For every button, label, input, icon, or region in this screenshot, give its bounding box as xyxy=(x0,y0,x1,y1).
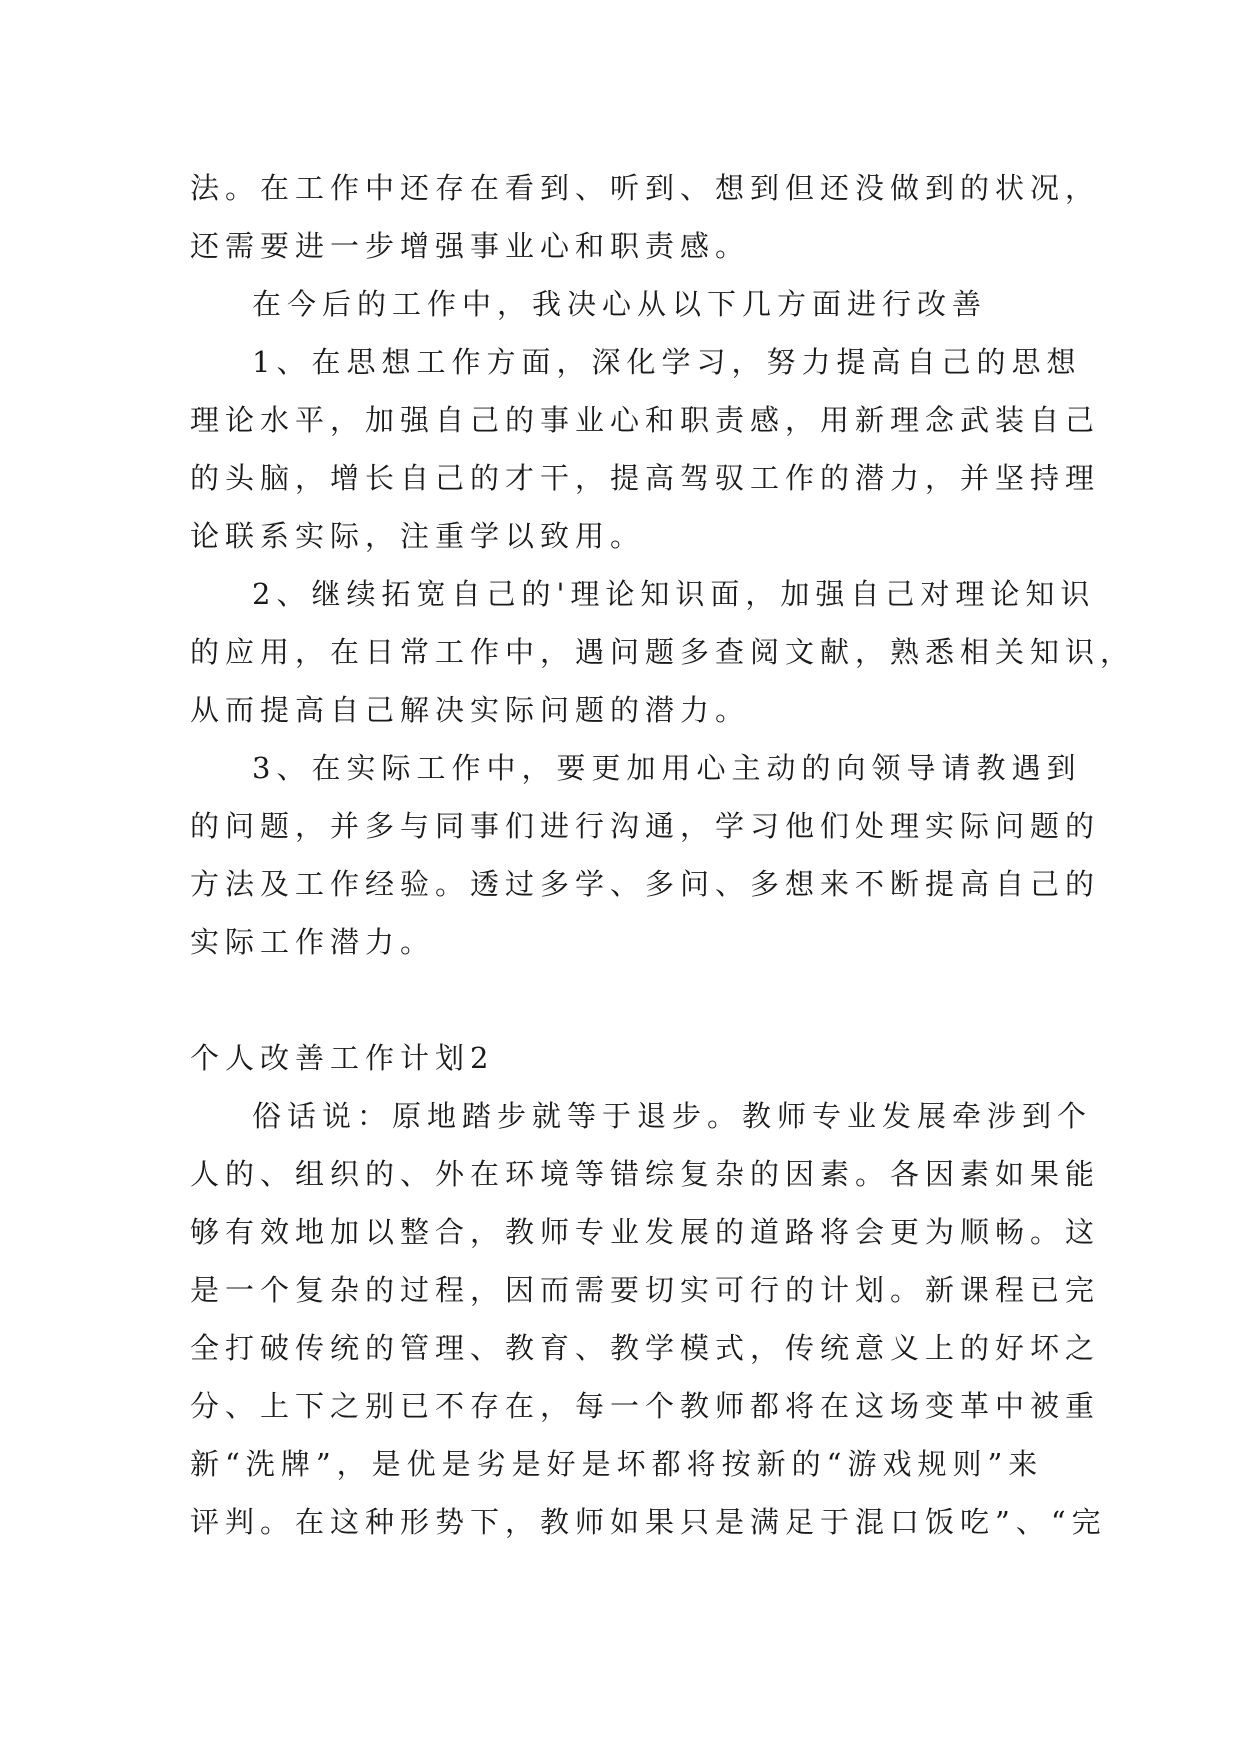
text-line: 理论水平，加强自己的事业心和职责感，用新理念武装自己 xyxy=(190,403,1101,437)
text-line: 实际工作潜力。 xyxy=(190,925,436,959)
section-heading: 个人改善工作计划2 xyxy=(190,1041,495,1075)
text-line: 还需要进一步增强事业心和职责感。 xyxy=(190,229,751,263)
text-line: 全打破传统的管理、教育、教学模式，传统意义上的好坏之 xyxy=(190,1331,1101,1365)
text-line: 论联系实际，注重学以致用。 xyxy=(190,519,646,553)
text-line: 的应用，在日常工作中，遇问题多查阅文献，熟悉相关知识， xyxy=(190,635,1136,669)
text-line: 分、上下之别已不存在，每一个教师都将在这场变革中被重 xyxy=(190,1389,1101,1423)
text-line: 方法及工作经验。透过多学、多问、多想来不断提高自己的 xyxy=(190,867,1101,901)
text-line: 法。在工作中还存在看到、听到、想到但还没做到的状况， xyxy=(190,171,1101,205)
text-line: 3、在实际工作中，要更加用心主动的向领导请教遇到 xyxy=(252,751,1082,785)
text-line: 够有效地加以整合，教师专业发展的道路将会更为顺畅。这 xyxy=(190,1215,1101,1249)
text-line: 2、继续拓宽自己的'理论知识面，加强自己对理论知识 xyxy=(252,577,1096,611)
text-line: 是一个复杂的过程，因而需要切实可行的计划。新课程已完 xyxy=(190,1273,1101,1307)
text-line: 从而提高自己解决实际问题的潜力。 xyxy=(190,693,751,727)
text-line: 俗话说：原地踏步就等于退步。教师专业发展牵涉到个 xyxy=(252,1099,1093,1133)
text-line: 人的、组织的、外在环境等错综复杂的因素。各因素如果能 xyxy=(190,1157,1101,1191)
text-line: 的问题，并多与同事们进行沟通，学习他们处理实际问题的 xyxy=(190,809,1101,843)
text-line: 在今后的工作中，我决心从以下几方面进行改善 xyxy=(252,287,988,321)
text-line: 的头脑，增长自己的才干，提高驾驭工作的潜力，并坚持理 xyxy=(190,461,1101,495)
text-line: 1、在思想工作方面，深化学习，努力提高自己的思想 xyxy=(252,345,1082,379)
text-line: 新“洗牌”，是优是劣是好是坏都将按新的“游戏规则”来 xyxy=(190,1447,1044,1481)
text-line: 评判。在这种形势下，教师如果只是满足于混口饭吃”、“完 xyxy=(190,1505,1107,1539)
